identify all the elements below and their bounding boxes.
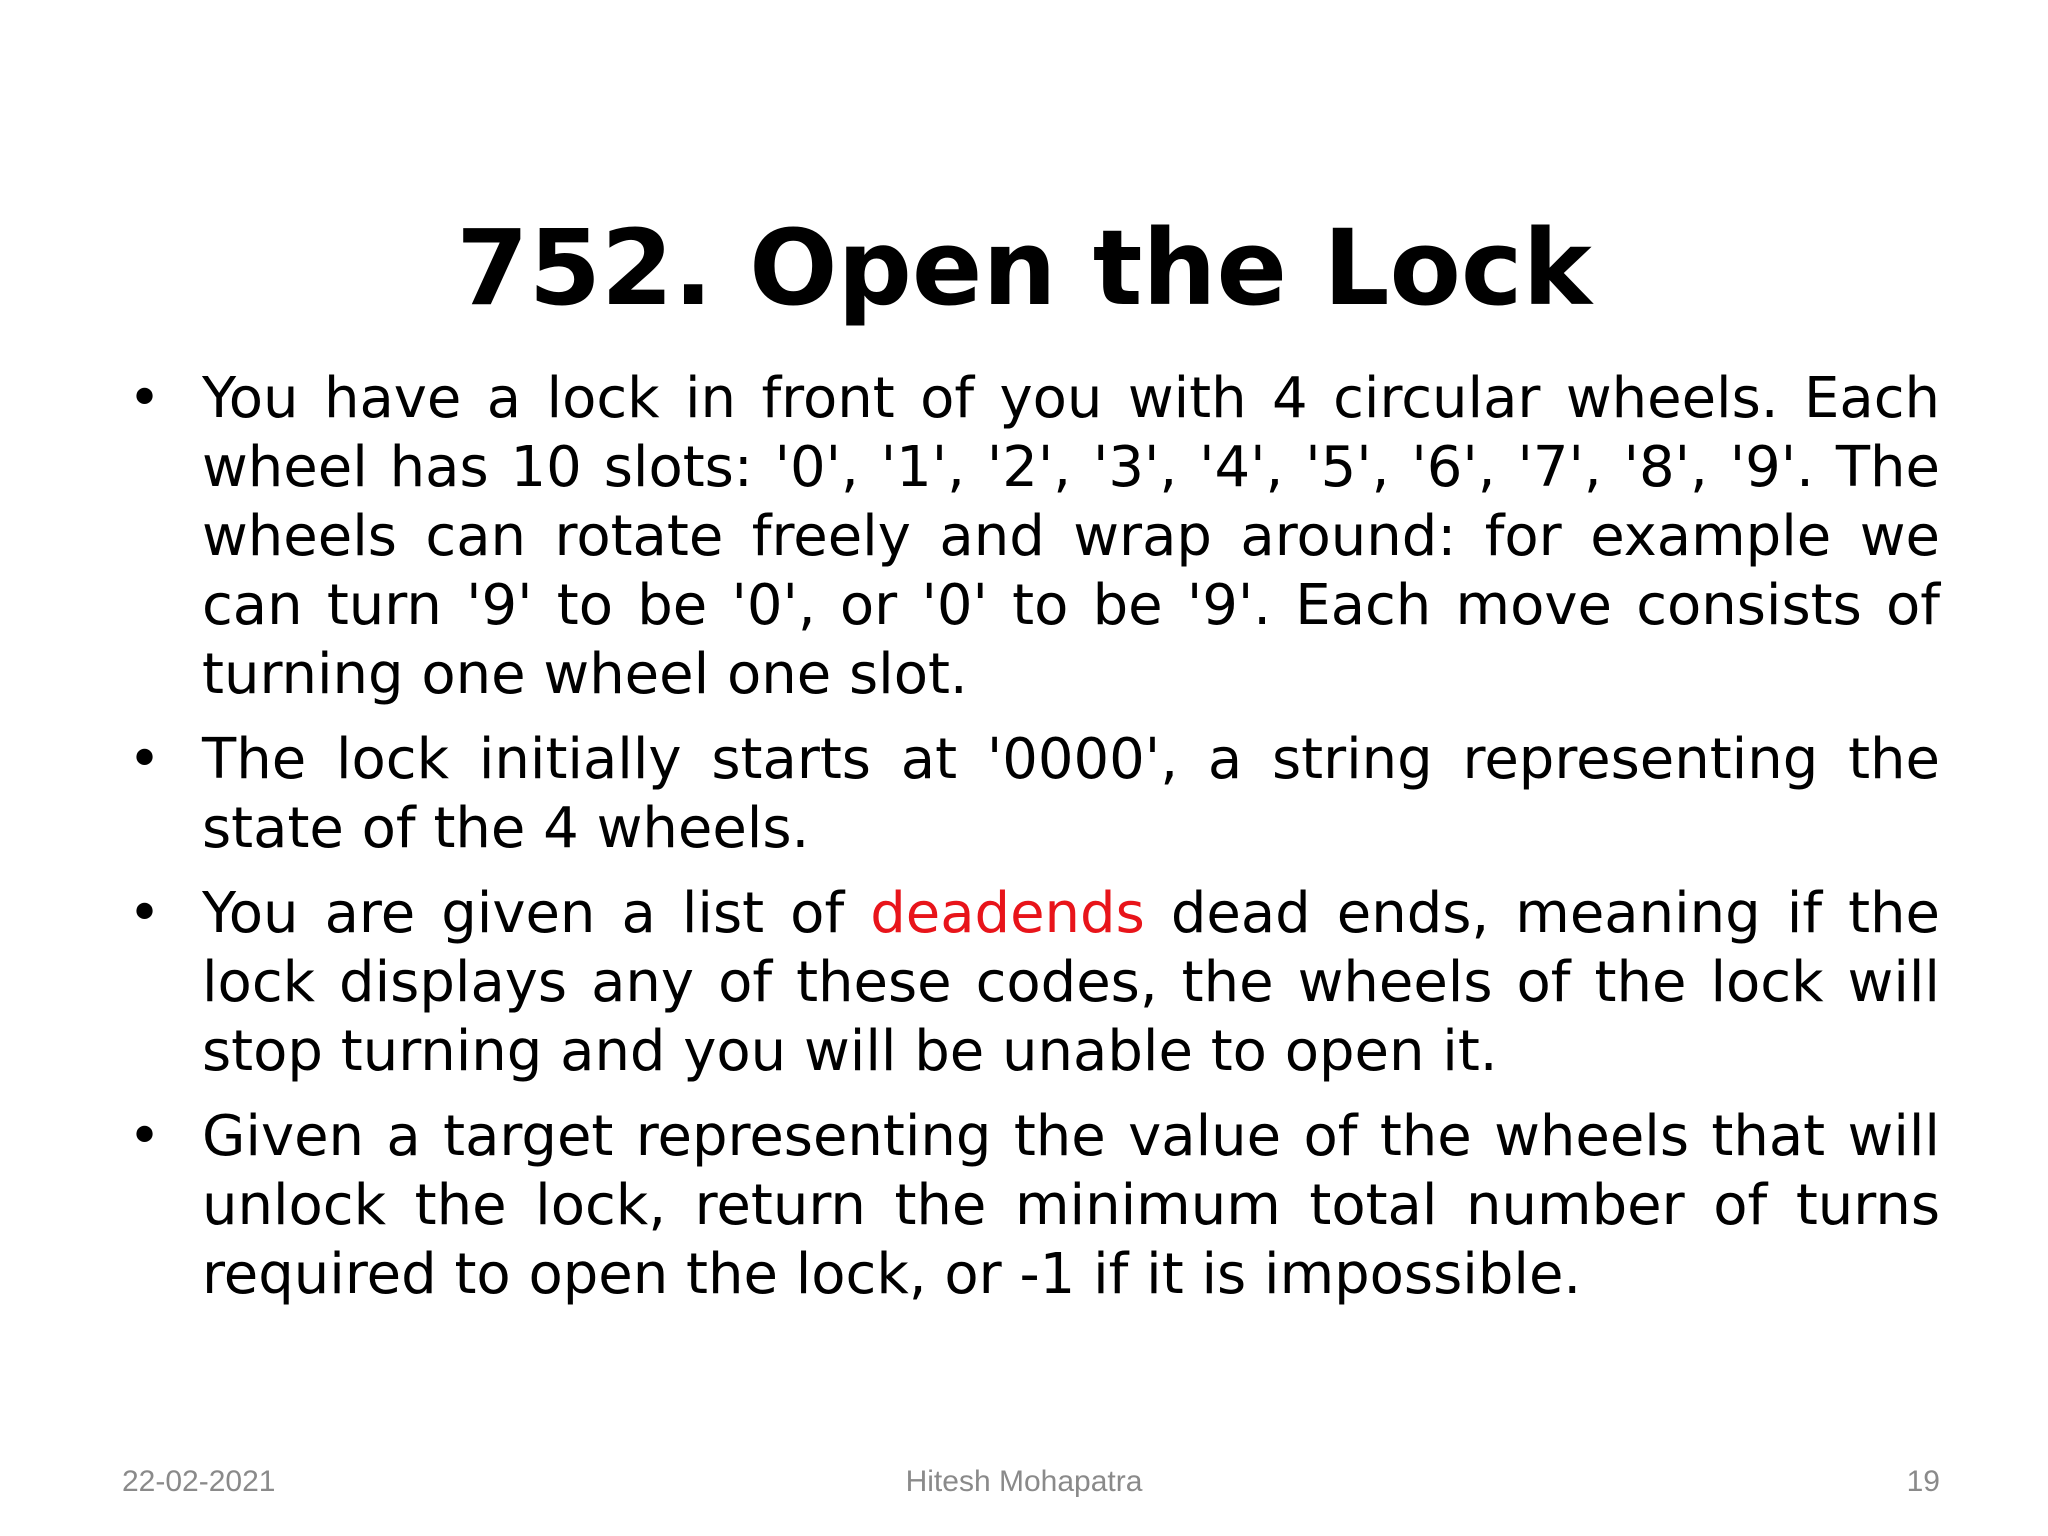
footer-author: Hitesh Mohapatra [905,1465,1143,1498]
footer-date: 22-02-2021 [122,1465,276,1498]
bullet-item-4 [120,1102,1940,1309]
bullet-text-3-suffix: dead ends, meaning if the lock displays any of these codes, the wheels of the lock will stop turning and you will be unable to open it. [202,881,1940,1084]
deadends-keyword: deadends [870,881,1145,946]
bullet-text-1: You have a lock in front of you with 4 circular wheels. Each wheel has 10 slots: '0', '1', '2', '3', '4', '5', '6', '7', '8', '9'. The wheels can rotate freely and wrap around: for example we can turn '9' to be '0', or '0' to be '9'. Each move consists of turning one wheel one slot. [202,366,1940,707]
bullet-icon: • [128,366,162,431]
bullet-list [120,364,1940,1325]
bullet-icon: • [128,727,162,792]
bullet-icon: • [128,1104,162,1169]
bullet-text-4: Given a target representing the value of the wheels that will unlock the lock, return the minimum total number of turns required to open the lock, or -1 if it is impossible. [202,1104,1940,1307]
bullet-text-2: The lock initially starts at '0000', a string representing the state of the 4 wheels. [202,727,1940,861]
bullet-item-2 [120,725,1940,863]
bullet-item-1 [120,364,1940,709]
footer-page-number: 19 [1906,1465,1940,1498]
slide-title: 752. Open the Lock [456,206,1592,329]
bullet-icon: • [128,881,162,946]
bullet-text-3-prefix: You are given a list of [202,881,871,946]
bullet-item-3 [120,879,1940,1086]
